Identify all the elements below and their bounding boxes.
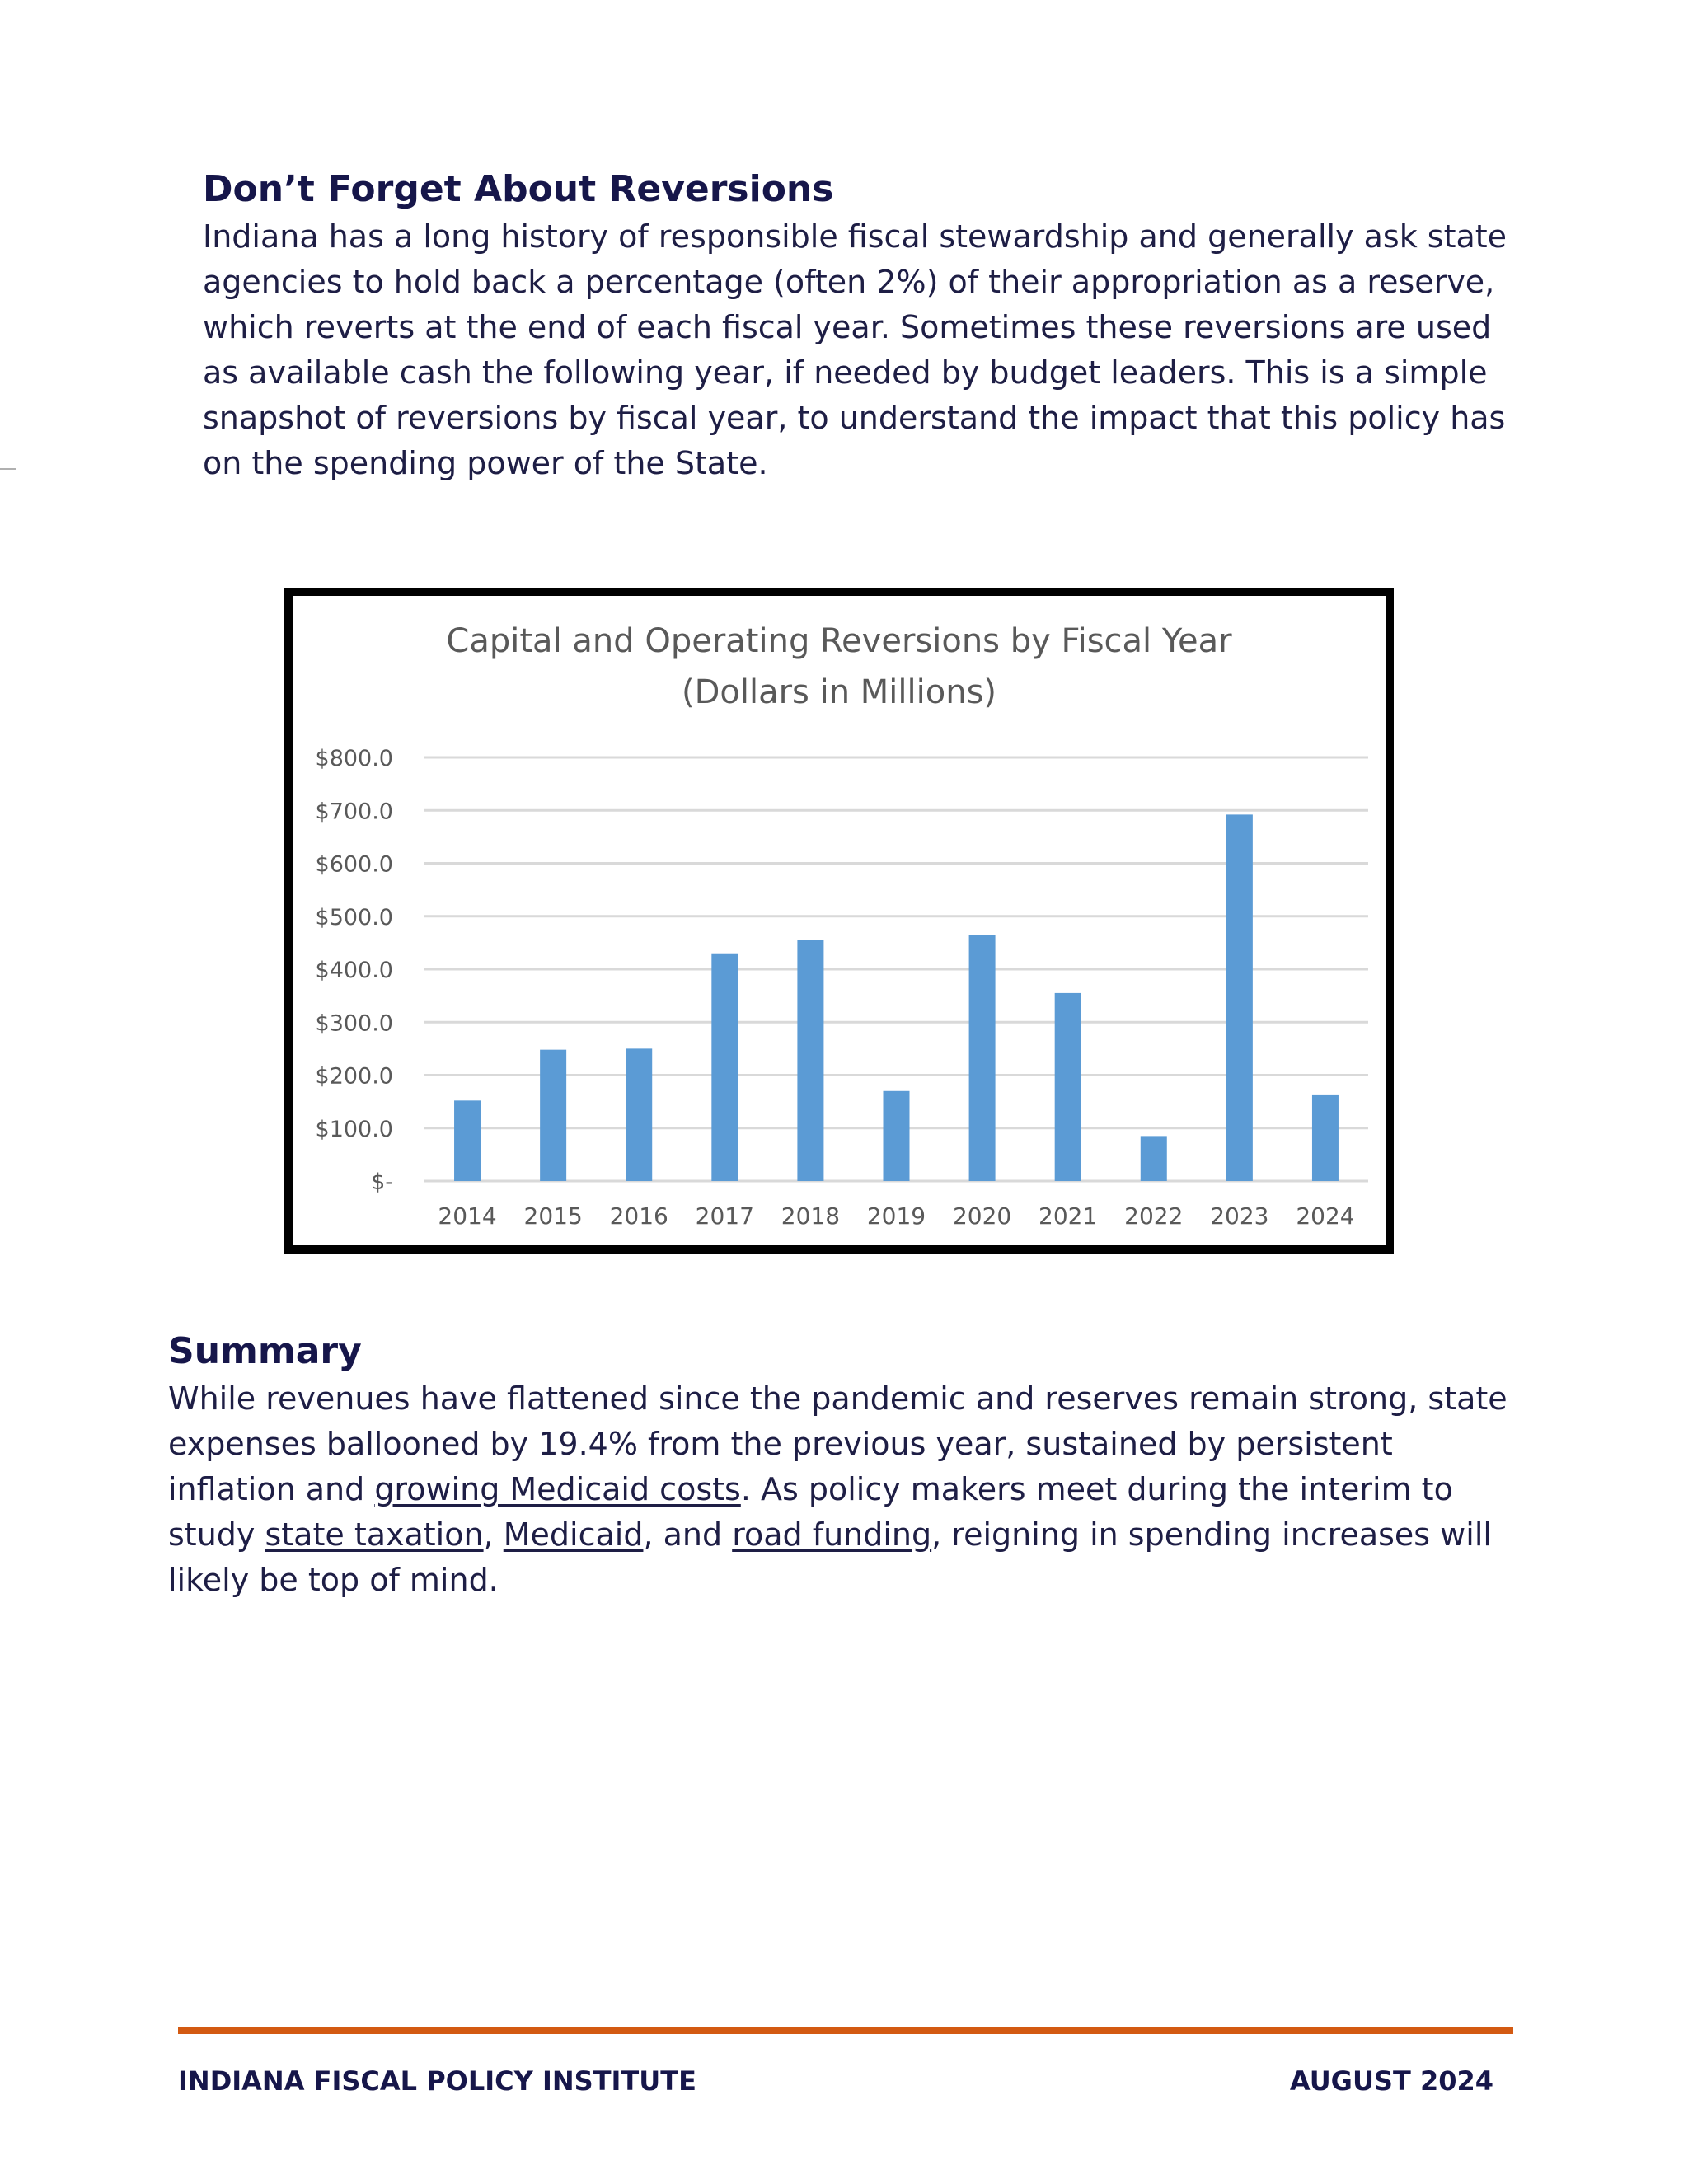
x-tick-label: 2023 (1210, 1202, 1269, 1230)
summary-text-2: . As policy makers meet during the interim to study (168, 1471, 1453, 1553)
bar-2019 (884, 1091, 910, 1181)
reversions-chart (284, 588, 1394, 1254)
bar-2016 (626, 1048, 652, 1181)
summary-section (168, 1327, 1528, 1603)
reversions-section (203, 165, 1522, 486)
bar-2024 (1312, 1095, 1339, 1181)
state-taxation-link[interactable]: state taxation (265, 1516, 484, 1553)
reversions-paragraph: Indiana has a long history of responsible fiscal stewardship and generally ask state agencies to hold back a percentage (often 2%) of their appropriation as a reserve, which reverts at the end of each fiscal year. Sometimes these reversions are used as available cash the following year, if needed by budget leaders. This is a simple snapshot of reversions by fiscal year, to understand the impact that this policy has on the spending power of the State. (203, 218, 1507, 481)
chart-title: Capital and Operating Reversions by Fiscal Year (446, 622, 1232, 660)
summary-text-1: While revenues have flattened since the pandemic and reserves remain strong, state expenses ballooned by 19.4% from the previous year, sustained by persistent inflation and (168, 1380, 1507, 1507)
summary-text-5: , reigning in spending increases will likely be top of mind. (168, 1516, 1492, 1598)
footer-rule (178, 2027, 1513, 2034)
bar-2022 (1141, 1136, 1167, 1181)
y-tick-label: $600.0 (315, 851, 393, 878)
page-edge-mark (0, 468, 16, 470)
chart-svg (293, 596, 1386, 1245)
x-tick-label: 2014 (438, 1202, 497, 1230)
bar-2023 (1226, 814, 1253, 1181)
footer-organization: INDIANA FISCAL POLICY INSTITUTE (178, 2065, 696, 2097)
x-tick-label: 2020 (952, 1202, 1012, 1230)
x-tick-label: 2019 (866, 1202, 926, 1230)
x-tick-label: 2018 (781, 1202, 841, 1230)
x-tick-label: 2021 (1039, 1202, 1098, 1230)
footer-date: AUGUST 2024 (1289, 2065, 1493, 2097)
x-tick-label: 2017 (695, 1202, 754, 1230)
x-tick-label: 2016 (609, 1202, 668, 1230)
y-tick-label: $200.0 (315, 1063, 393, 1090)
y-tick-label: $- (371, 1169, 393, 1195)
bar-2021 (1055, 993, 1081, 1181)
bar-2018 (797, 940, 823, 1181)
y-tick-label: $100.0 (315, 1116, 393, 1142)
summary-text-3: , (483, 1516, 504, 1553)
summary-heading: Summary (168, 1330, 362, 1372)
summary-text-4: , and (643, 1516, 733, 1553)
growing-medicaid-costs-link[interactable]: growing Medicaid costs (374, 1471, 741, 1507)
chart-subtitle: (Dollars in Millions) (681, 673, 997, 711)
bar-2020 (969, 935, 996, 1181)
summary-paragraph (168, 1376, 1528, 1603)
x-tick-label: 2022 (1124, 1202, 1184, 1230)
medicaid-link[interactable]: Medicaid (503, 1516, 644, 1553)
y-tick-label: $400.0 (315, 958, 393, 983)
y-tick-label: $700.0 (315, 799, 393, 825)
x-tick-label: 2015 (523, 1202, 583, 1230)
reversions-heading: Don’t Forget About Reversions (203, 168, 834, 210)
y-tick-label: $500.0 (315, 904, 393, 930)
x-tick-label: 2024 (1296, 1202, 1355, 1230)
bar-2017 (711, 954, 738, 1181)
y-tick-label: $800.0 (315, 746, 393, 771)
y-tick-label: $300.0 (315, 1010, 393, 1037)
bar-2015 (540, 1050, 566, 1181)
bar-2014 (454, 1100, 481, 1181)
road-funding-link[interactable]: road funding (732, 1516, 932, 1553)
